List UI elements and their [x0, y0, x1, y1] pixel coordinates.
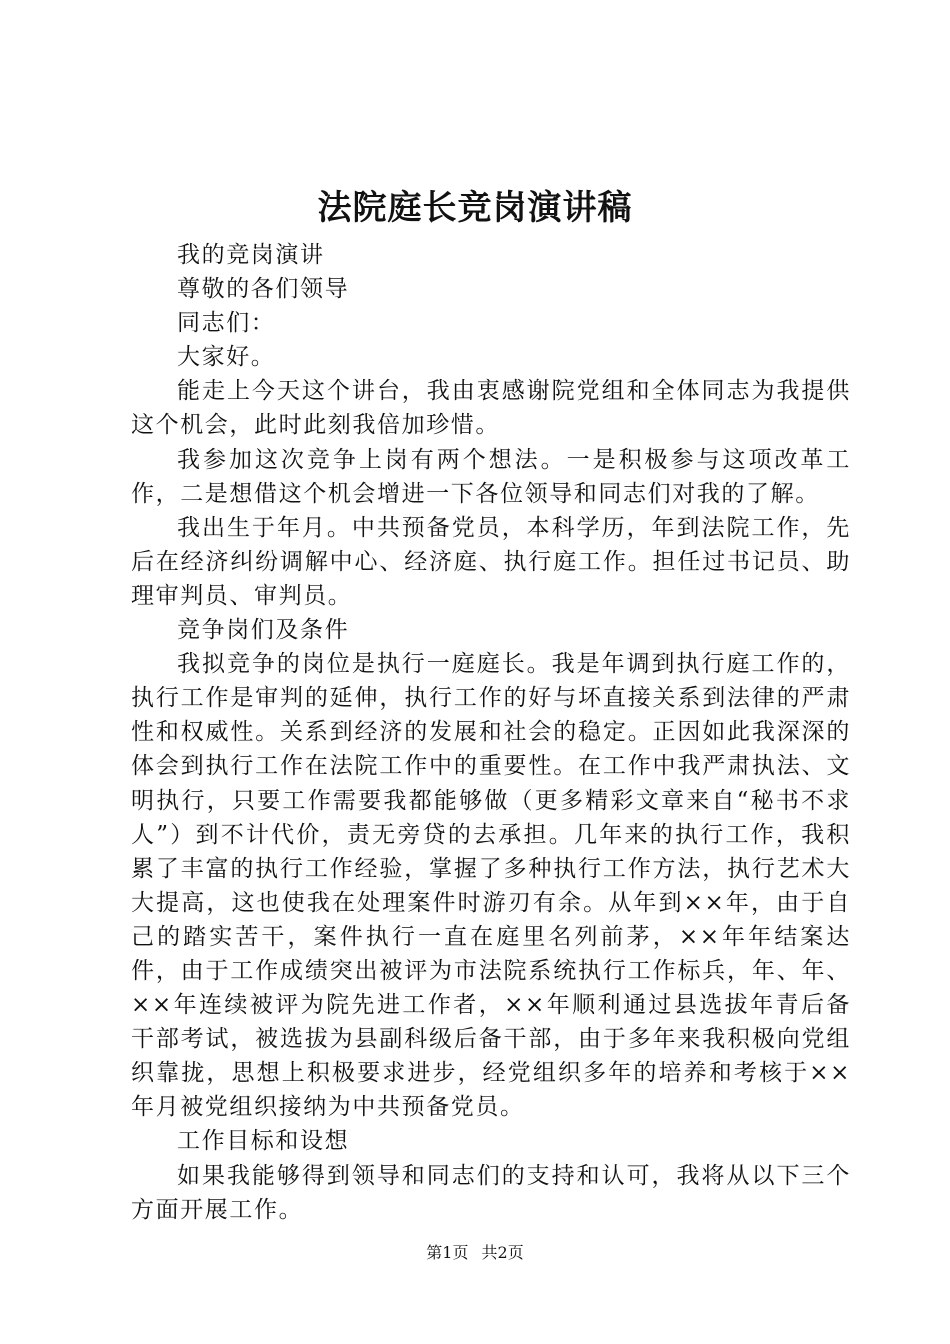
paragraph: 我出生于年月。中共预备党员，本科学历，年到法院工作，先后在经济纠纷调解中心、经济庭、执行庭工作。担任过书记员、助理审判员、审判员。: [131, 514, 851, 609]
paragraph: 我参加这次竞争上岗有两个想法。一是积极参与这项改革工作，二是想借这个机会增进一下各位领导和同志们对我的了解。: [131, 446, 851, 507]
section-heading: 工作目标和设想: [177, 1128, 350, 1155]
page-number: 第1页: [426, 1243, 469, 1262]
paragraph: 我拟竞争的岗位是执行一庭庭长。我是年调到执行庭工作的，执行工作是审判的延伸，执行工作的好与坏直接关系到法律的严肃性和权威性。关系到经济的发展和社会的稳定。正因如此我深深的体会到执行工作在法院工作中的重要性。在工作中我严肃执法、文明执行，只要工作需要我都能够做（更多精彩文章来自“秘书不求人”）到不计代价，责无旁贷的去承担。几年来的执行工作，我积累了丰富的执行工作经验，掌握了多种执行工作方法，执行艺术大大提高，这也使我在处理案件时游刃有余。从年到××年，由于自己的踏实苦干，案件执行一直在庭里名列前茅，××年年结案达件，由于工作成绩突出被评为市法院系统执行工作标兵，年、年、××年连续被评为院先进工作者，××年顺利通过县选拔年青后备干部考试，被选拔为县副科级后备干部，由于多年来我积极向党组织靠拢，思想上积极要求进步，经党组织多年的培养和考核于××年月被党组织接纳为中共预备党员。: [131, 651, 851, 1121]
page-total: 共2页: [481, 1243, 524, 1262]
paragraph: 大家好。: [177, 344, 276, 371]
page-footer: [0, 1241, 950, 1265]
paragraph: 能走上今天这个讲台，我由衷感谢院党组和全体同志为我提供这个机会，此时此刻我倍加珍惜。: [131, 378, 851, 439]
paragraph: 如果我能够得到领导和同志们的支持和认可，我将从以下三个方面开展工作。: [131, 1162, 851, 1223]
paragraph: 同志们：: [177, 310, 276, 337]
section-heading: 竞争岗们及条件: [177, 617, 350, 644]
paragraph: 我的竞岗演讲: [177, 242, 325, 268]
paragraph: 尊敬的各们领导: [177, 276, 350, 303]
document-title: 法院庭长竞岗演讲稿: [317, 188, 633, 228]
document-body: [131, 238, 851, 1227]
